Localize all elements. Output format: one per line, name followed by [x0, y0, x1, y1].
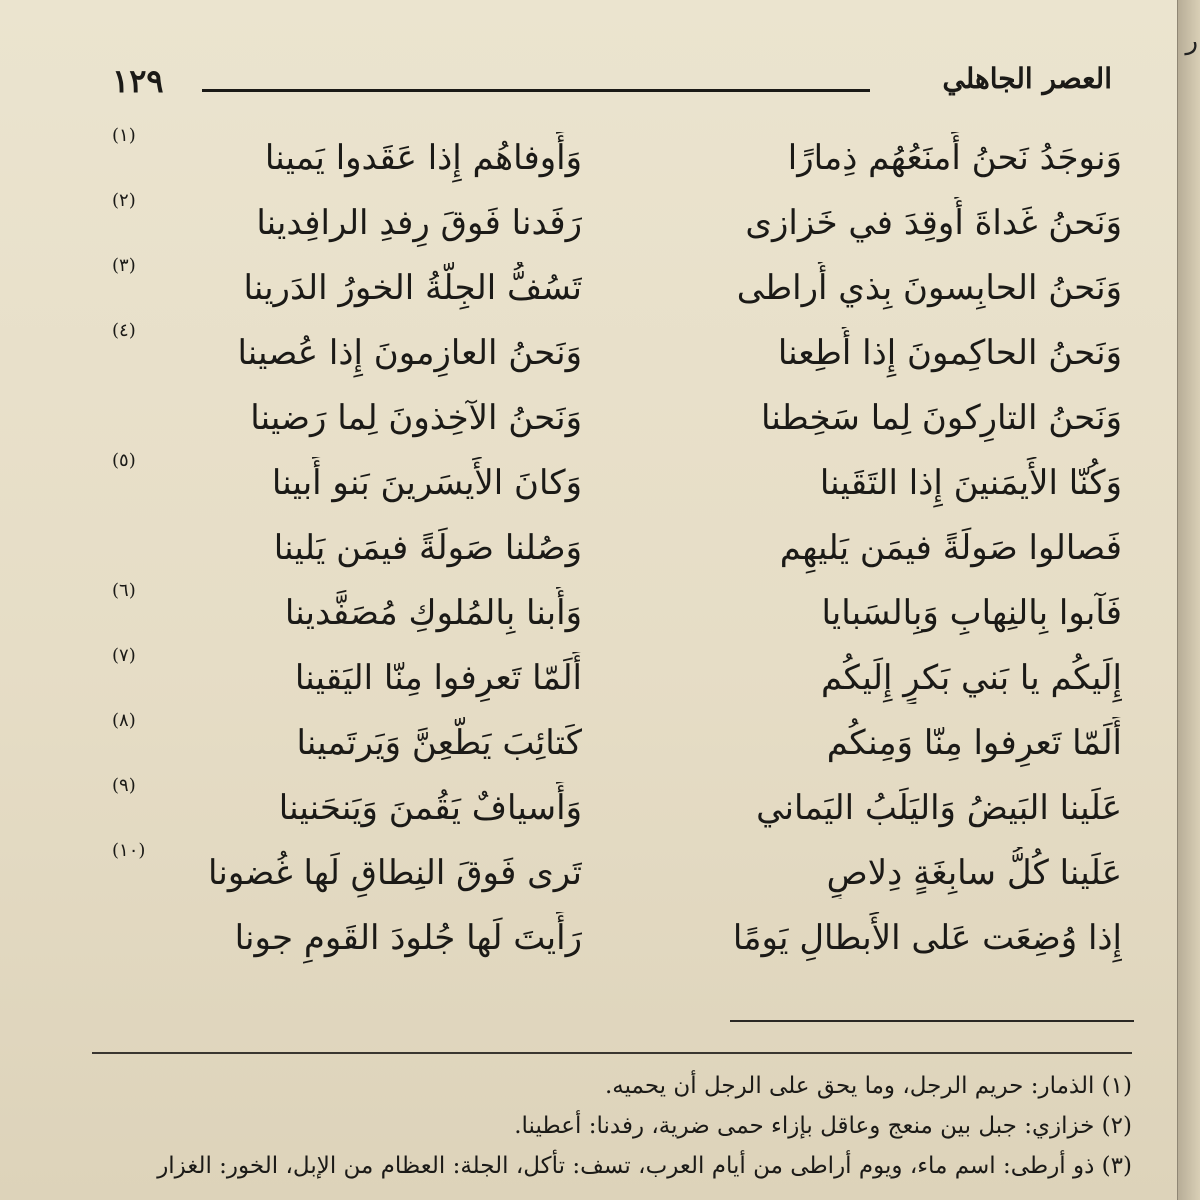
verse-line	[112, 645, 1122, 716]
footnote-reference: (٥)	[112, 450, 136, 471]
verse-line	[112, 320, 1122, 391]
verse-line	[112, 450, 1122, 521]
page-header	[112, 62, 1112, 118]
footnote-reference: (١)	[112, 125, 136, 146]
verse-line	[112, 190, 1122, 261]
verse-second-hemistich: تَسُفُّ الجِلَّةُ الخورُ الدَرينا	[243, 268, 582, 308]
verse-second-hemistich: وَصُلنا صَولَةً فيمَن يَلينا	[273, 528, 582, 568]
verse-line	[112, 392, 1122, 456]
verse-second-hemistich: وَنَحنُ العازِمونَ إِذا عُصينا	[237, 333, 582, 373]
poem	[112, 125, 1122, 972]
verse-first-hemistich: إِذا وُضِعَت عَلى الأَبطالِ يَومًا	[732, 918, 1122, 958]
verse-first-hemistich: فَصالوا صَولَةً فيمَن يَليهِم	[779, 528, 1122, 568]
adjacent-page-edge	[1177, 0, 1200, 1200]
verse-second-hemistich: أَلَمّا تَعرِفوا مِنّا اليَقينا	[294, 658, 582, 698]
verse-second-hemistich: وَكانَ الأَيسَرينَ بَنو أَبينا	[271, 463, 582, 503]
footnote-separator-rule	[92, 1052, 1132, 1054]
verse-line	[112, 710, 1122, 781]
adjacent-page-char: ر	[1185, 26, 1198, 56]
verse-line	[112, 840, 1122, 911]
running-title: العصر الجاهلي	[942, 62, 1112, 95]
verse-line	[112, 912, 1122, 976]
verse-first-hemistich: وَنَحنُ الحاكِمونَ إِذا أُطِعنا	[777, 333, 1122, 373]
verse-first-hemistich: وَنوجَدُ نَحنُ أَمنَعُهُم ذِمارًا	[787, 138, 1122, 178]
verse-separator-rule	[730, 1020, 1134, 1022]
verse-first-hemistich: وَنَحنُ غَداةَ أُوقِدَ في خَزازى	[745, 203, 1122, 243]
page-number: ١٢٩	[112, 62, 164, 100]
verse-second-hemistich: رَفَدنا فَوقَ رِفدِ الرافِدينا	[256, 203, 582, 243]
verse-first-hemistich: وَنَحنُ التارِكونَ لِما سَخِطنا	[760, 398, 1122, 438]
footnote: (١) الذمار: حريم الرجل، وما يحق على الرجل أن يحميه.	[604, 1073, 1132, 1099]
footnotes	[94, 1066, 1132, 1186]
footnote-reference: (٩)	[112, 775, 136, 796]
verse-first-hemistich: وَنَحنُ الحابِسونَ بِذي أُراطى	[736, 268, 1122, 308]
footnote-reference: (١٠)	[112, 840, 146, 861]
verse-line	[112, 775, 1122, 846]
verse-line	[112, 580, 1122, 651]
footnote-reference: (٨)	[112, 710, 136, 731]
verse-first-hemistich: عَلَينا البَيضُ وَاليَلَبُ اليَماني	[756, 788, 1122, 828]
verse-line	[112, 522, 1122, 586]
verse-first-hemistich: أَلَمّا تَعرِفوا مِنّا وَمِنكُم	[826, 723, 1122, 763]
header-rule	[202, 89, 870, 92]
footnote-reference: (٤)	[112, 320, 136, 341]
verse-second-hemistich: تَرى فَوقَ النِطاقِ لَها غُضونا	[208, 853, 582, 893]
verse-line	[112, 125, 1122, 196]
footnote-reference: (٣)	[112, 255, 136, 276]
footnote-reference: (٧)	[112, 645, 136, 666]
verse-second-hemistich: وَأُبنا بِالمُلوكِ مُصَفَّدينا	[284, 593, 582, 633]
verse-first-hemistich: عَلَينا كُلُّ سابِغَةٍ دِلاصٍ	[826, 853, 1122, 893]
verse-second-hemistich: وَنَحنُ الآخِذونَ لِما رَضينا	[250, 398, 582, 438]
verse-line	[112, 255, 1122, 326]
verse-second-hemistich: وَأَسيافٌ يَقُمنَ وَيَنحَنينا	[278, 788, 582, 828]
verse-first-hemistich: وَكُنّا الأَيمَنينَ إِذا التَقَينا	[819, 463, 1122, 503]
verse-second-hemistich: رَأَيتَ لَها جُلودَ القَومِ جونا	[234, 918, 582, 958]
footnote: (٢) خزازي: جبل بين منعج وعاقل بإزاء حمى ضرية، رفدنا: أعطينا.	[514, 1113, 1132, 1139]
verse-first-hemistich: إِلَيكُم يا بَني بَكرٍ إِلَيكُم	[820, 658, 1122, 698]
footnote-reference: (٢)	[112, 190, 136, 211]
verse-second-hemistich: كَتائِبَ يَطَّعِنَّ وَيَرتَمينا	[296, 723, 582, 763]
footnote: (٣) ذو أرطى: اسم ماء، ويوم أراطى من أيام العرب، تسف: تأكل، الجلة: العظام من الإبل، الخور: الغزار	[157, 1153, 1132, 1179]
verse-second-hemistich: وَأَوفاهُم إِذا عَقَدوا يَمينا	[264, 138, 582, 178]
footnote-reference: (٦)	[112, 580, 136, 601]
verse-first-hemistich: فَآبوا بِالنِهابِ وَبِالسَبايا	[821, 593, 1122, 633]
